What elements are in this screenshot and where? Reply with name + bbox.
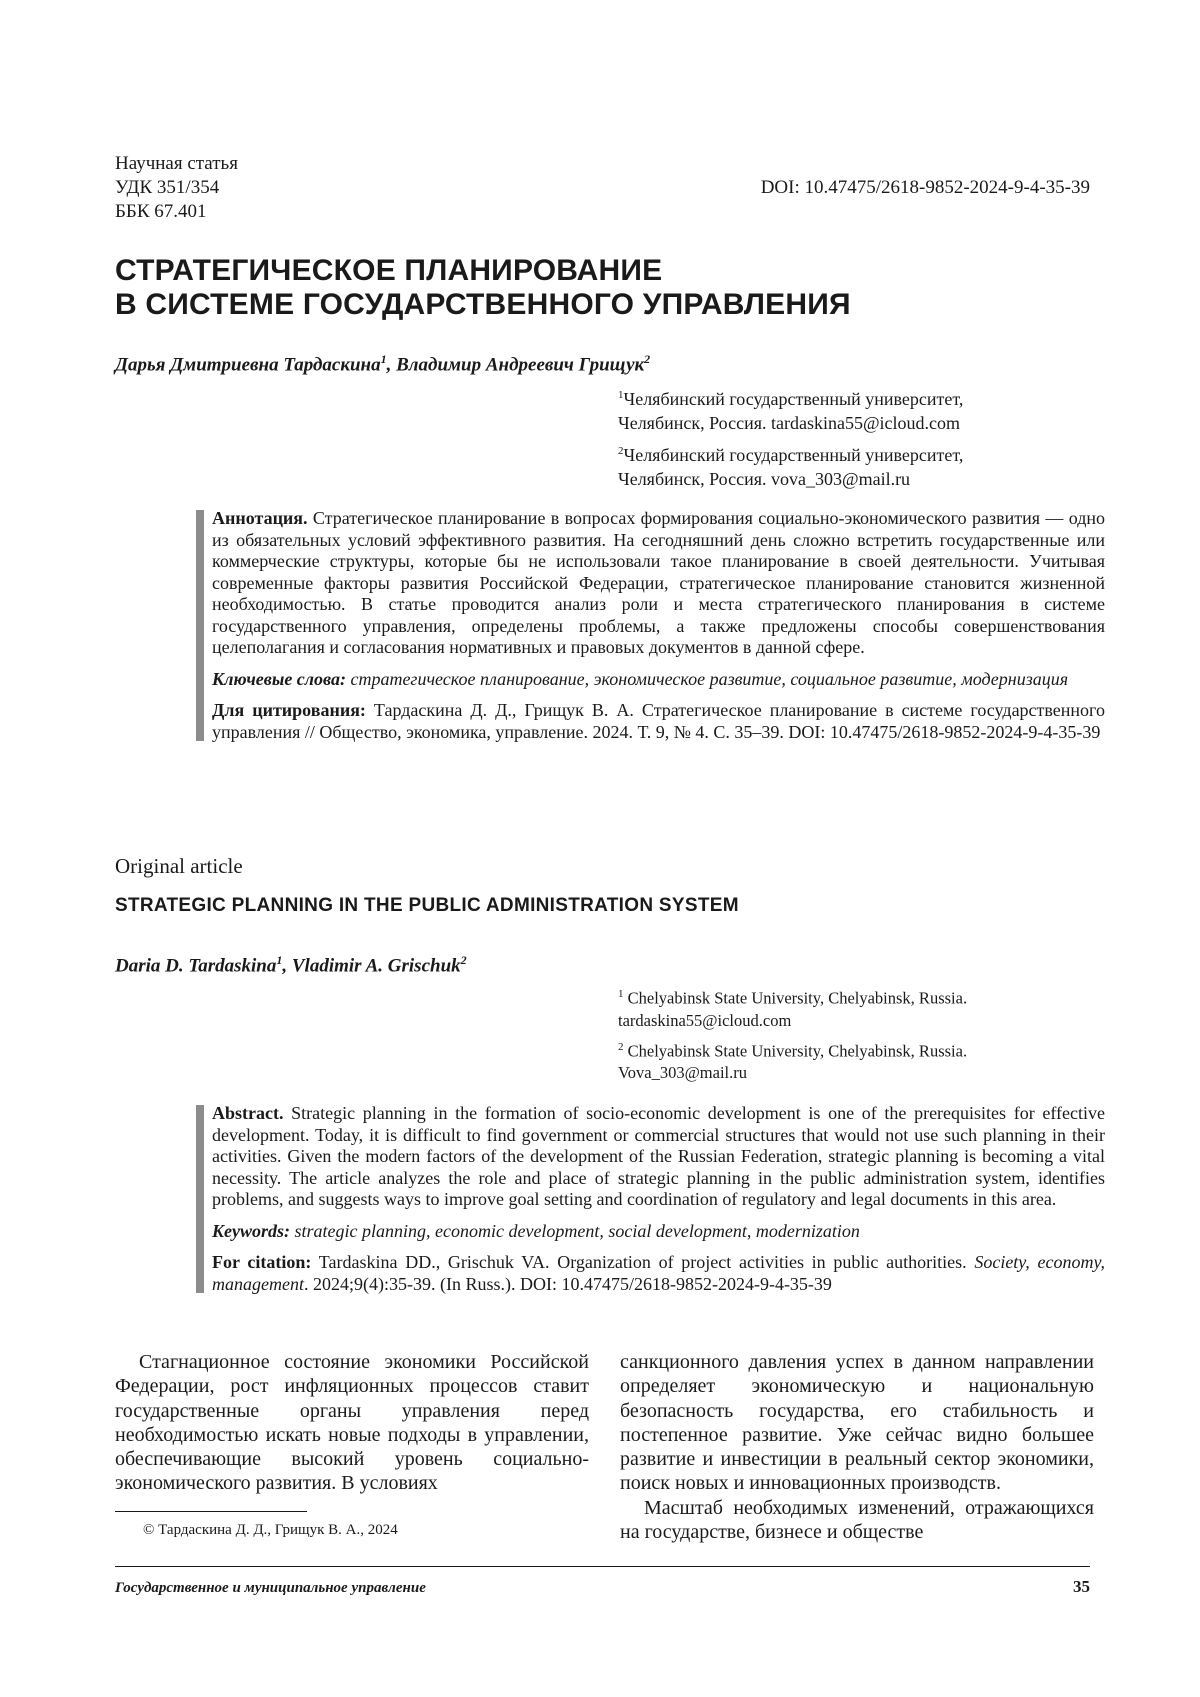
page-number: 35 [1073,1577,1090,1596]
abstract-ru [212,508,1105,659]
author1-ru-sup: 1 [380,352,387,366]
citation-en-journal: Society, economy, management [212,1252,1106,1294]
footnote-rule [115,1511,307,1512]
author-sep-en: , [282,955,292,977]
affil1-en-sup: 1 [618,988,624,1000]
article-meta [115,152,238,224]
affiliation-en-1 [618,983,1098,1032]
abstract-en-label: Abstract. [212,1103,284,1123]
body-paragraph-left: Стагнационное состояние экономики Российской Федерации, рост инфляционных процессов ставит государственные органы управления перед необходимостью искать новые подходы в управлении, обеспечивающие высокий уровень социально-экономического развития. В условиях [115,1351,589,1495]
affil2-en-line2: Vova_303@mail.ru [618,1063,748,1082]
keywords-en [212,1221,1105,1243]
affil1-ru-sup: 1 [618,389,624,401]
affiliation-en-2 [618,1036,1098,1085]
author2-en: Vladimir A. Grischuk [291,955,461,977]
keywords-en-label: Keywords: [212,1220,290,1241]
footer-section-title: Государственное и муниципальное управление [115,1580,426,1596]
citation-en-text-2: . 2024;9(4):35-39. (In Russ.). DOI: 10.47475/2618-9852-2024-9-4-35-39 [303,1273,832,1294]
abstract-en [212,1103,1105,1211]
citation-ru-text: Тардаскина Д. Д., Грищук В. А. Стратегическое планирование в системе государственного управления // Общество, экономика, управление. 2024. Т. 9, № 4. С. 35–39. DOI: 10.47475/2618-9852-2024-9-4-35-39 [212,700,1105,742]
body-paragraph-right-1: санкционного давления успех в данном направлении определяет экономическую и национальную безопасность государства, его стабильность и постепенное развитие. Уже сейчас видно большее развитие и инвестиции в реальный сектор экономики, поиск новых и инновационных производств. [620,1351,1094,1495]
affil1-ru-line2: Челябинск, Россия. tardaskina55@icloud.com [618,413,961,433]
abstract-ru-text: Стратегическое планирование в вопросах формирования социально-экономического развития — одно из обязательных условий эффективного развития. На сегодняшний день сложно встретить государственные или коммерческие структуры, которые бы не использовали такое планирование в своей деятельности. Учитывая современные факторы развития Российской Федерации, стратегическое планирование становится жизненной необходимостью. В статье проводится анализ роли и места стратегического планирования в системе государственного управления, определены проблемы, а также предложены способы совершенствования целеполагания и согласования нормативных и правовых документов в данной сфере. [212,508,1105,657]
author2-ru-sup: 2 [644,352,651,366]
doi: DOI: 10.47475/2618-9852-2024-9-4-35-39 [760,177,1090,198]
keywords-ru-text: стратегическое планирование, экономическое развитие, социальное развитие, модернизация [345,668,1069,689]
keywords-ru-label: Ключевые слова: [212,668,346,689]
keywords-ru [212,669,1105,691]
affil2-ru-line1: Челябинский государственный университет, [623,445,964,465]
abstract-ru-bar [196,510,204,741]
citation-en [212,1252,1105,1295]
affil2-en-line1: Chelyabinsk State University, Chelyabinsk, Russia. [623,1041,968,1060]
affil2-ru-line2: Челябинск, Россия. vova_303@mail.ru [618,469,911,489]
article-type: Научная статья [115,153,238,174]
author1-en-sup: 1 [276,953,283,967]
abstract-en-block [196,1103,1105,1295]
body-column-left [115,1350,589,1496]
abstract-ru-label: Аннотация. [212,508,308,528]
author2-en-sup: 2 [460,953,467,967]
affil1-ru-line1: Челябинский государственный университет, [623,389,964,409]
body-column-right [620,1350,1094,1544]
footer-rule [115,1566,1090,1567]
affil1-en-line1: Chelyabinsk State University, Chelyabinsk, Russia. [623,988,968,1008]
title-ru [115,254,1095,322]
author1-en: Daria D. Tardaskina [115,955,277,977]
udk-code: УДК 351/354 [115,177,220,198]
affil2-ru-sup: 2 [618,445,624,457]
affiliations-en [618,983,1098,1088]
title-en: STRATEGIC PLANNING IN THE PUBLIC ADMINISTRATION SYSTEM [115,895,739,916]
abstract-en-bar [196,1105,204,1293]
citation-ru [212,700,1105,743]
body-paragraph-right-2: Масштаб необходимых изменений, отражающихся на государстве, бизнесе и обществе [620,1496,1094,1544]
abstract-ru-block [196,508,1105,743]
title-ru-line2: В СИСТЕМЕ ГОСУДАРСТВЕННОГО УПРАВЛЕНИЯ [115,288,851,321]
authors-en [115,948,467,978]
abstract-en-text: Strategic planning in the formation of socio-economic development is one of the prerequisites for effective development. Today, it is difficult to find government or commercial structures that would not use such planning in their activities. Given the modern factors of the development of the Russian Federation, strategic planning is becoming a vital necessity. The article analyzes the role and place of strategic planning in the public administration system, identifies problems, and suggests ways to improve goal setting and coordination of regulatory and legal documents in this area. [212,1103,1105,1209]
author-sep-ru: , [386,354,397,376]
citation-ru-label: Для цитирования: [212,700,366,720]
title-ru-line1: СТРАТЕГИЧЕСКОЕ ПЛАНИРОВАНИЕ [115,254,663,287]
author1-ru: Дарья Дмитриевна Тардаскина [115,354,381,376]
affil2-en-sup: 2 [618,1040,624,1053]
copyright-footnote: © Тардаскина Д. Д., Грищук В. А., 2024 [143,1522,398,1538]
keywords-en-text: strategic planning, economic development, social development, modernization [290,1220,860,1241]
affiliations-ru [618,383,1098,495]
original-article-label: Original article [115,854,243,878]
affiliation-ru-2 [618,439,1098,491]
author2-ru: Владимир Андреевич Грищук [396,354,645,376]
bbk-code: ББК 67.401 [115,201,207,222]
affil1-en-line2: tardaskina55@icloud.com [618,1010,792,1030]
authors-ru [115,347,650,377]
citation-en-text-1: Tardaskina DD., Grischuk VA. Organization of project activities in public authorities. [311,1252,975,1272]
citation-en-label: For citation: [212,1252,312,1272]
affiliation-ru-1 [618,383,1098,435]
